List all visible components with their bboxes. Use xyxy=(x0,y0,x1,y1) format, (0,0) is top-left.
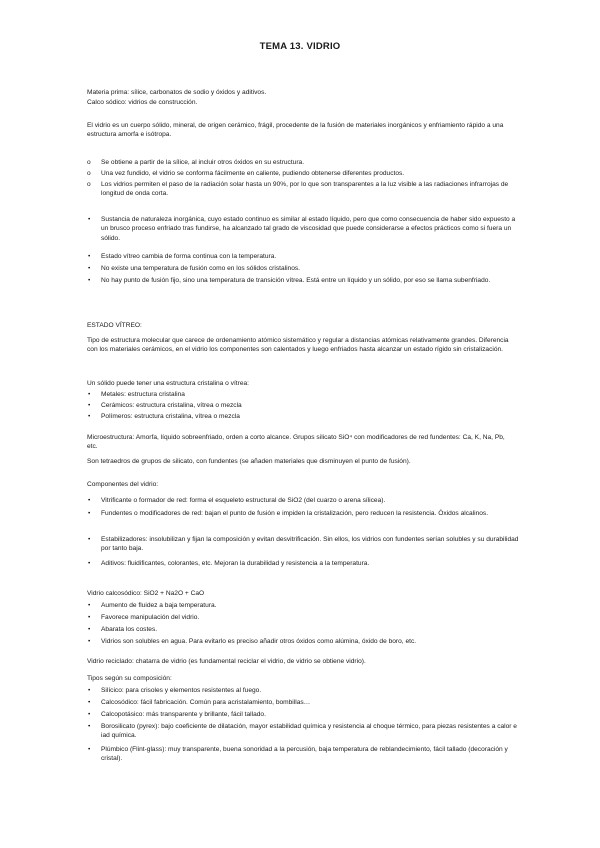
list-item: Favorece manipulación del vidrio. xyxy=(101,614,200,621)
list-item: Polímeros: estructura cristalina, vítrea o mezcla xyxy=(101,413,240,420)
calco-sodico-line: Calco sódico: vidrios de construcción. xyxy=(87,99,198,106)
dot-bullet-icon: • xyxy=(88,699,91,706)
list-item: Se obtiene a partir de la sílice, al incluir otros óxidos en su estructura. xyxy=(101,159,305,166)
dot-bullet-icon: • xyxy=(88,413,91,420)
estado-vitreo-heading: ESTADO VÍTREO: xyxy=(87,322,142,329)
dot-bullet-icon: • xyxy=(88,216,91,223)
calcosodico-heading: Vidrio calcosódico: SiO2 + Na2O + CaO xyxy=(87,590,205,597)
solido-intro: Un sólido puede tener una estructura cristalina o vítrea: xyxy=(87,380,250,387)
list-item: Vidrios son solubles en agua. Para evitarlo es preciso añadir otros óxidos como alúmina, óxido de boro, etc. xyxy=(101,638,417,645)
list-item: Una vez fundido, el vidrio se conforma fácilmente en caliente, pudiendo obtenerse diferentes productos. xyxy=(101,170,405,177)
list-item: Borosilicato (pyrex): bajo coeficiente de dilatación, mayor estabilidad química y resistencia al choque térmico, para piezas resistentes a calor e iad química. xyxy=(101,723,517,740)
intro-paragraph: El vidrio es un cuerpo sólido, mineral, de origen cerámico, frágil, procedente de la fusión de materiales inorgánicos y enfriamiento rápido a una estructura amorfa e isótropa. xyxy=(87,122,504,139)
dot-bullet-icon: • xyxy=(88,536,91,543)
dot-bullet-icon: • xyxy=(88,614,91,621)
dot-bullet-icon: • xyxy=(88,265,91,272)
page-title: TEMA 13. VIDRIO xyxy=(259,41,341,52)
dot-bullet-icon: • xyxy=(88,723,91,730)
list-item: Estado vítreo cambia de forma continua con la temperatura. xyxy=(101,253,277,260)
list-item: Abarata los costes. xyxy=(101,626,158,633)
list-item: Los vidrios permiten el paso de la radiación solar hasta un 90%, por lo que son transparentes a la luz visible a las radiaciones infrarrojas de longitud de onda corta. xyxy=(101,181,509,198)
tipos-heading: Tipos según su composición: xyxy=(87,675,172,682)
dot-bullet-icon: • xyxy=(88,638,91,645)
circle-bullet-icon: o xyxy=(87,170,91,177)
dot-bullet-icon: • xyxy=(88,402,91,409)
circle-bullet-icon: o xyxy=(87,159,91,166)
list-item: No hay punto de fusión fijo, sino una temperatura de transición vítrea. Está entre un líquido y un sólido, por eso se llama subenfriado. xyxy=(101,277,491,284)
list-item: Calcosódico: fácil fabricación. Común para acristalamiento, bombillas… xyxy=(101,699,311,706)
dot-bullet-icon: • xyxy=(88,687,91,694)
list-item: Cerámicos: estructura cristalina, vítrea o mezcla xyxy=(101,402,242,409)
microestructura-paragraph: Microestructura: Amorfa, líquido sobreenfriado, orden a corto alcance. Grupos silicato SiO⁴ con modificadores de red fundentes: Ca, K, Na, Pb, etc. xyxy=(87,434,505,451)
list-item: Silícico: para crisoles y elementos resistentes al fuego. xyxy=(101,687,262,694)
dot-bullet-icon: • xyxy=(88,253,91,260)
list-item: Calcopotásico: más transparente y brillante, fácil tallado. xyxy=(101,711,266,718)
circle-bullet-icon: o xyxy=(87,181,91,188)
list-item: No existe una temperatura de fusión como en los sólidos cristalinos. xyxy=(101,265,301,272)
dot-bullet-icon: • xyxy=(88,497,91,504)
materia-prima-line: Materia prima: sílice, carbonatos de sodio y óxidos y aditivos. xyxy=(87,89,267,96)
dot-bullet-icon: • xyxy=(88,746,91,753)
dot-bullet-icon: • xyxy=(88,711,91,718)
dot-bullet-icon: • xyxy=(88,391,91,398)
dot-bullet-icon: • xyxy=(88,277,91,284)
dot-bullet-icon: • xyxy=(88,510,91,517)
list-item: Aumento de fluidez a baja temperatura. xyxy=(101,602,217,609)
list-item: Vitrificante o formador de red: forma el esqueleto estructural de SiO2 (del cuarzo o arena sílicea). xyxy=(101,497,386,504)
list-item: Estabilizadores: insolubilizan y fijan la composición y evitan desvitrificación. Sin ellos, los vidrios con fundentes serían solubles y su durabilidad por tanto baja. xyxy=(101,536,519,553)
list-item: Metales: estructura cristalina xyxy=(101,391,185,398)
list-item: Fundentes o modificadores de red: bajan el punto de fusión e impiden la cristalización, pero reducen la resistencia. Óxidos alcalinos. xyxy=(101,510,489,517)
list-item: Plúmbico (Flint-glass): muy transparente, buena sonoridad a la percusión, baja temperatura de reblandecimiento, fácil tallado (decoración y cristal). xyxy=(101,746,508,763)
componentes-heading: Componentes del vidrio: xyxy=(87,481,159,488)
reciclado-line: Vidrio reciclado: chatarra de vidrio (es fundamental reciclar el vidrio, de vidrio se obtiene vidrio). xyxy=(87,658,366,665)
dot-bullet-icon: • xyxy=(88,560,91,567)
list-item: Sustancia de naturaleza inorgánica, cuyo estado continuo es similar al estado líquido, pero que como consecuencia de haber sido expuesto a un brusco proceso enfriado tras fundirse, ha alcanzado tal grado de viscosidad que puede considerarse a efectos prácticos como si fuera un sólido. xyxy=(101,216,516,242)
estado-vitreo-paragraph: Tipo de estructura molecular que carece de ordenamiento atómico sistemático y regular a distancias atómicas relativamente grandes. Diferencia con los materiales cerámicos, en el vidrio los componentes son calentados y luego enfriados hasta alcanzar un estado rígido sin cristalización. xyxy=(87,337,509,354)
list-item: Aditivos: fluidificantes, colorantes, etc. Mejoran la durabilidad y resistencia a la temperatura. xyxy=(101,560,370,567)
dot-bullet-icon: • xyxy=(88,602,91,609)
dot-bullet-icon: • xyxy=(88,626,91,633)
microestructura-line-2: Son tetraedros de grupos de silicato, con fundentes (se añaden materiales que disminuyen el punto de fusión). xyxy=(87,458,411,465)
